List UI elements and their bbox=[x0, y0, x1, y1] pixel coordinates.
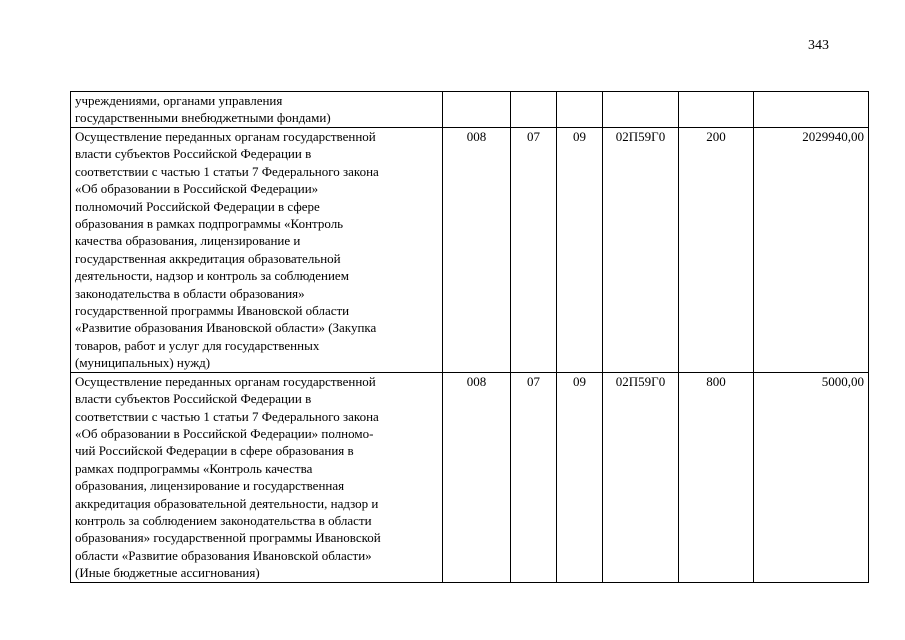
description-line: государственная аккредитация образовательной bbox=[75, 250, 341, 266]
table-row bbox=[71, 128, 869, 373]
description-line: чий Российской Федерации в сфере образования в bbox=[75, 443, 354, 459]
description-line: качества образования, лицензирование и bbox=[75, 233, 301, 249]
description-line: полномочий Российской Федерации в сфере bbox=[75, 198, 320, 214]
admin-code-cell: 008 bbox=[443, 128, 511, 373]
description-line: власти субъектов Российской Федерации в bbox=[75, 146, 312, 162]
admin-code-cell bbox=[443, 92, 511, 128]
target-code-cell bbox=[603, 92, 679, 128]
description-line: «Об образовании в Российской Федерации» bbox=[75, 181, 319, 197]
section-code-cell: 07 bbox=[511, 372, 557, 582]
description-line: законодательства в области образования» bbox=[75, 285, 305, 301]
description-line: образования, лицензирование и государственная bbox=[75, 478, 345, 494]
subsection-code-cell: 09 bbox=[557, 372, 603, 582]
subsection-code-cell bbox=[557, 92, 603, 128]
description-line: контроль за соблюдением законодательства в области bbox=[75, 512, 372, 528]
budget-table bbox=[70, 91, 869, 583]
expense-type-cell: 200 bbox=[679, 128, 754, 373]
description-line: государственными внебюджетными фондами) bbox=[75, 110, 331, 126]
description-line: Осуществление переданных органам государственной bbox=[75, 129, 376, 144]
admin-code-cell: 008 bbox=[443, 372, 511, 582]
description-line: Осуществление переданных органам государственной bbox=[75, 373, 376, 389]
description-line: аккредитация образовательной деятельности, надзор и bbox=[75, 495, 379, 511]
description-line: государственной программы Ивановской области bbox=[75, 303, 350, 319]
table-row bbox=[71, 92, 869, 128]
description-line: товаров, работ и услуг для государственных bbox=[75, 337, 320, 353]
description-line: (муниципальных) нужд) bbox=[75, 355, 211, 371]
amount-cell bbox=[754, 92, 869, 128]
description-line: деятельности, надзор и контроль за соблюдением bbox=[75, 268, 349, 284]
target-code-cell: 02П59Г0 bbox=[603, 372, 679, 582]
description-line: соответствии с частью 1 статьи 7 Федерального закона bbox=[75, 163, 379, 179]
description-line: (Иные бюджетные ассигнования) bbox=[75, 565, 260, 581]
row-description bbox=[71, 92, 443, 128]
description-line: образования» государственной программы Ивановской bbox=[75, 530, 381, 546]
row-description bbox=[71, 128, 443, 373]
description-line: «Развитие образования Ивановской области» (Закупка bbox=[75, 320, 377, 336]
amount-cell: 5000,00 bbox=[754, 372, 869, 582]
description-line: рамках подпрограммы «Контроль качества bbox=[75, 460, 313, 476]
section-code-cell bbox=[511, 92, 557, 128]
page-number: 343 bbox=[808, 38, 829, 53]
description-line: власти субъектов Российской Федерации в bbox=[75, 391, 312, 407]
expense-type-cell: 800 bbox=[679, 372, 754, 582]
description-line: соответствии с частью 1 статьи 7 Федерального закона bbox=[75, 408, 379, 424]
description-line: области «Развитие образования Ивановской области» bbox=[75, 547, 372, 563]
expense-type-cell bbox=[679, 92, 754, 128]
table-row bbox=[71, 372, 869, 582]
section-code-cell: 07 bbox=[511, 128, 557, 373]
subsection-code-cell: 09 bbox=[557, 128, 603, 373]
description-line: учреждениями, органами управления bbox=[75, 93, 283, 108]
amount-cell: 2029940,00 bbox=[754, 128, 869, 373]
description-line: «Об образовании в Российской Федерации» полномо- bbox=[75, 425, 374, 441]
row-description bbox=[71, 372, 443, 582]
description-line: образования в рамках подпрограммы «Контроль bbox=[75, 216, 344, 232]
target-code-cell: 02П59Г0 bbox=[603, 128, 679, 373]
